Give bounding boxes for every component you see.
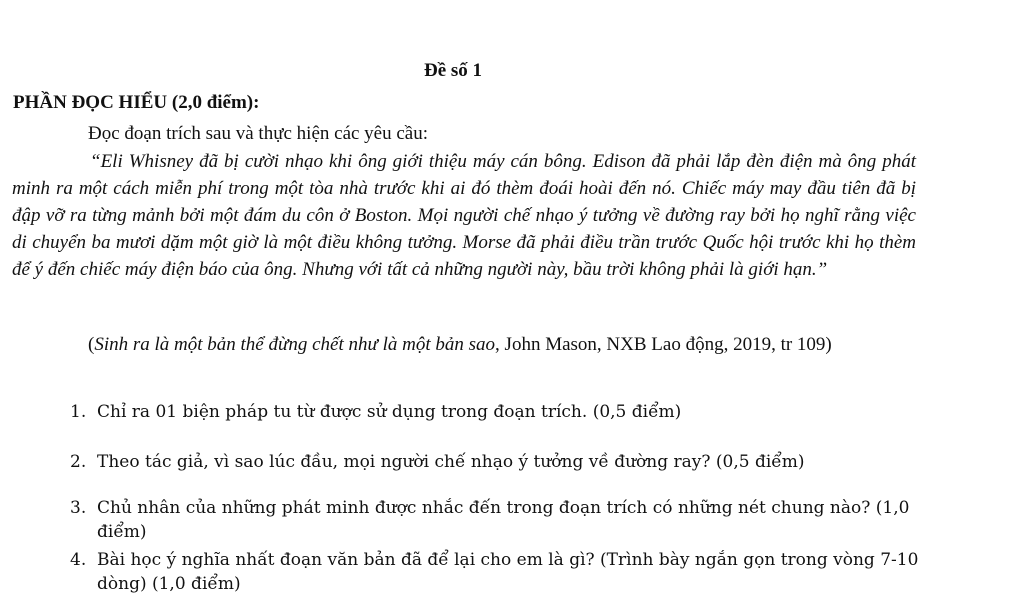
- question-item: [70, 548, 920, 596]
- question-item: [70, 450, 920, 474]
- section-heading: PHẦN ĐỌC HIỂU (2,0 điểm):: [13, 92, 260, 113]
- question-text: Chỉ ra 01 biện pháp tu từ được sử dụng trong đoạn trích. (0,5 điểm): [97, 402, 682, 422]
- question-text: Bài học ý nghĩa nhất đoạn văn bản đã để lại cho em là gì? (Trình bày ngắn gọn trong vòng 7-10 dòng) (1,0 điểm): [97, 550, 919, 594]
- question-text: Chủ nhân của những phát minh được nhắc đến trong đoạn trích có những nét chung nào? (1,0 điểm): [97, 498, 910, 542]
- question-item: [70, 496, 920, 544]
- question-number: 2.: [70, 452, 87, 472]
- document-title: Đề số 1: [424, 60, 483, 81]
- source-open-paren: (: [88, 334, 95, 355]
- instruction-text: Đọc đoạn trích sau và thực hiện các yêu cầu:: [88, 123, 429, 144]
- question-item: [70, 400, 920, 424]
- quoted-passage: “Eli Whisney đã bị cười nhạo khi ông giới thiệu máy cán bông. Edison đã phải lắp đèn điện mà ông phát minh ra một cách miễn phí trong một tòa nhà trước khi ai đó thèm đoái hoài đến nó. Chiếc máy may đầu tiên đã bị đập vỡ ra từng mảnh bởi một đám du côn ở Boston. Mọi người chế nhạo ý tưởng về đường ray bởi họ nghĩ rằng việc di chuyển ba mươi dặm một giờ là một điều không tưởng. Morse đã phải điều trần trước Quốc hội trước khi họ thèm để ý đến chiếc máy điện báo của ông. Nhưng với tất cả những người này, bầu trời không phải là giới hạn.”: [12, 151, 916, 280]
- source-citation: [12, 332, 917, 358]
- question-number: 1.: [70, 402, 87, 422]
- question-number: 4.: [70, 550, 87, 570]
- source-details: , John Mason, NXB Lao động, 2019, tr 109): [495, 334, 832, 355]
- question-text: Theo tác giả, vì sao lúc đầu, mọi người chế nhạo ý tưởng về đường ray? (0,5 điểm): [97, 452, 805, 472]
- source-book-title: Sinh ra là một bản thể đừng chết như là một bản sao: [94, 334, 496, 355]
- question-number: 3.: [70, 498, 87, 518]
